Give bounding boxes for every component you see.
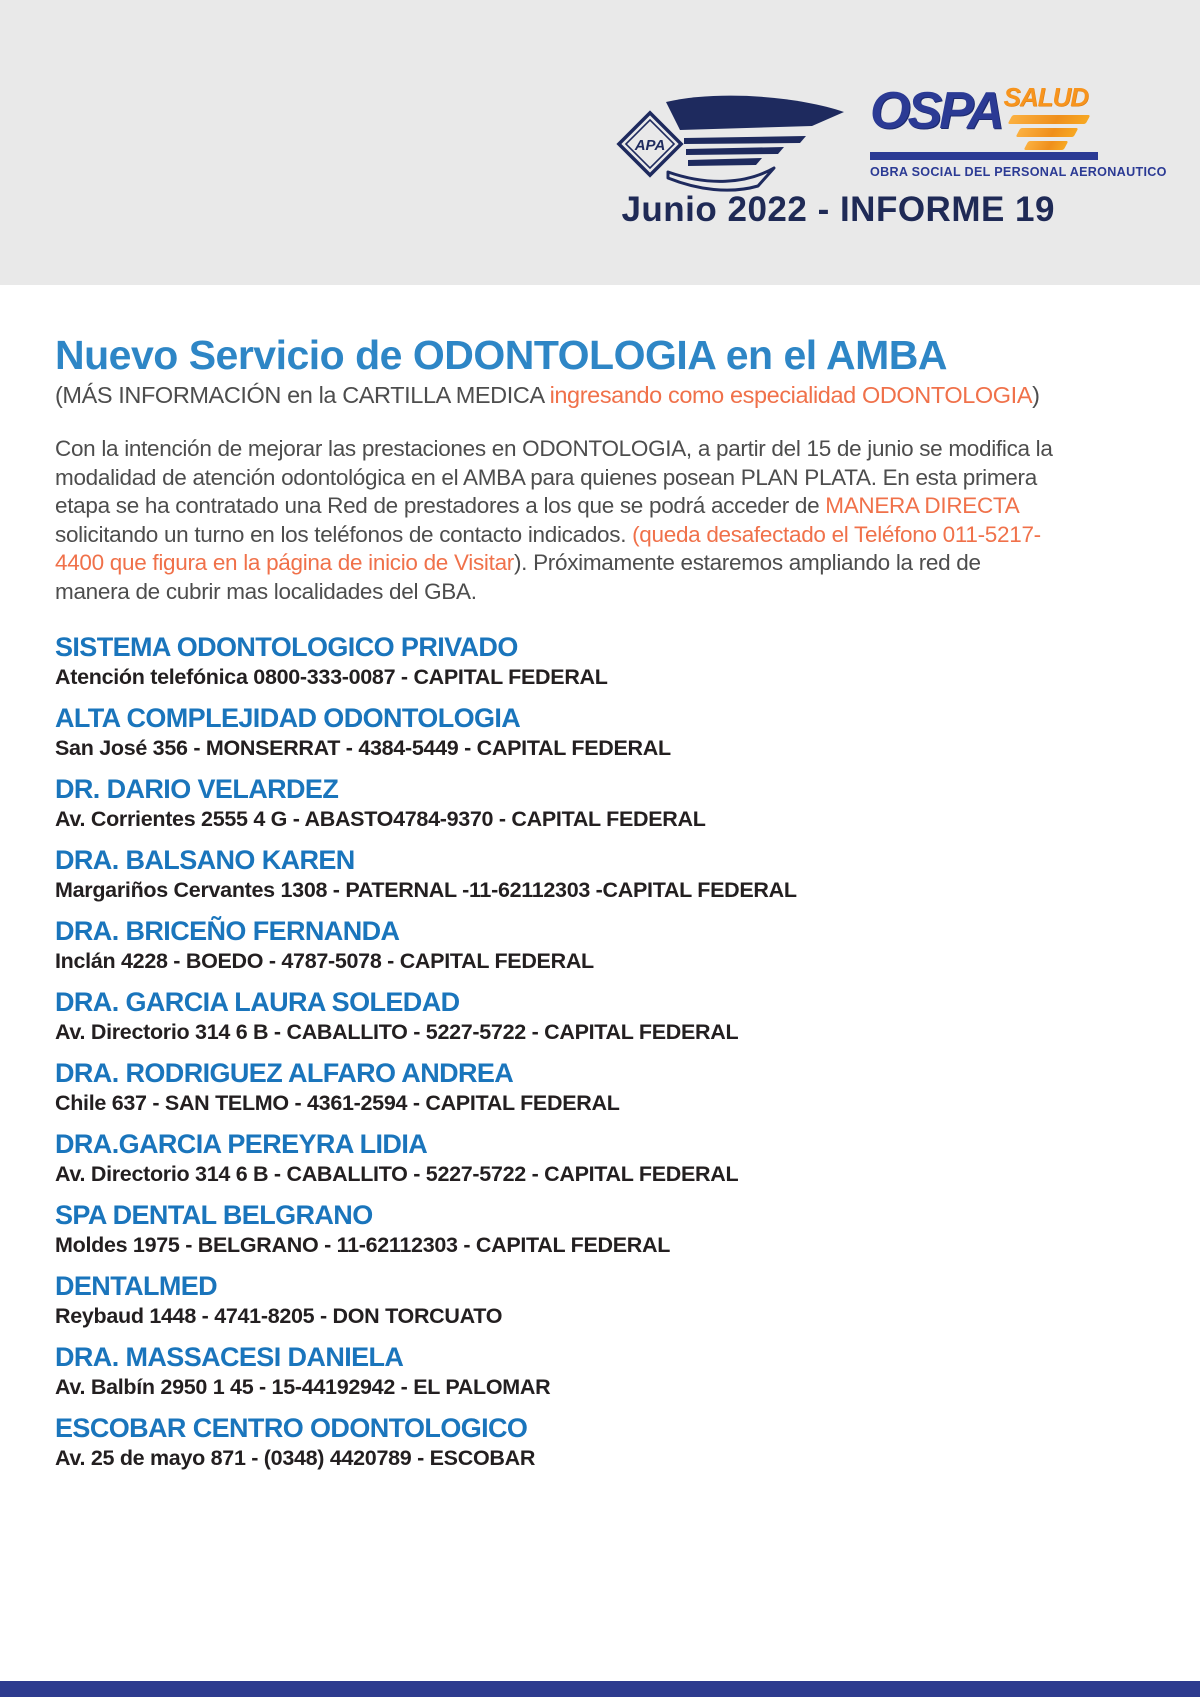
paragraph-segment: (queda desafectado el Teléfono 011-5217-4400 que figura en la página de inicio de Visitar bbox=[55, 521, 1041, 576]
provider-entry bbox=[55, 632, 1145, 690]
provider-detail: Chile 637 - SAN TELMO - 4361-2594 - CAPITAL FEDERAL bbox=[55, 1091, 620, 1116]
provider-name: DRA. GARCIA LAURA SOLEDAD bbox=[55, 987, 460, 1018]
provider-list bbox=[55, 632, 1145, 1471]
footer-bar bbox=[0, 1681, 1200, 1697]
provider-entry bbox=[55, 703, 1145, 761]
masthead bbox=[0, 0, 1200, 285]
provider-name: DRA. MASSACESI DANIELA bbox=[55, 1342, 404, 1373]
provider-entry bbox=[55, 1058, 1145, 1116]
subtitle bbox=[55, 382, 1145, 409]
subtitle-suffix: ) bbox=[1032, 382, 1040, 409]
provider-name: SISTEMA ODONTOLOGICO PRIVADO bbox=[55, 632, 518, 663]
logo-group bbox=[608, 82, 1167, 200]
provider-name: DRA.GARCIA PEREYRA LIDIA bbox=[55, 1129, 428, 1160]
provider-name: SPA DENTAL BELGRANO bbox=[55, 1200, 373, 1231]
issue-title: Junio 2022 - INFORME 19 bbox=[621, 190, 1055, 229]
provider-name: DR. DARIO VELARDEZ bbox=[55, 774, 339, 805]
salud-wordmark: SALUD bbox=[1003, 82, 1089, 112]
provider-detail: Moldes 1975 - BELGRANO - 11-62112303 - CAPITAL FEDERAL bbox=[55, 1233, 671, 1258]
intro-paragraph bbox=[55, 435, 1060, 606]
provider-detail: Av. Corrientes 2555 4 G - ABASTO4784-9370 - CAPITAL FEDERAL bbox=[55, 807, 706, 832]
paragraph-segment: Con la intención de mejorar las prestaciones en ODONTOLOGIA, a partir del 15 de junio se modifica la modalidad de atención odontológica en el AMBA para quienes posean PLAN PLATA. En esta primera etapa se ha contratado una Red de prestadores a los que se podrá acceder de bbox=[55, 436, 1053, 519]
provider-detail: Av. Balbín 2950 1 45 - 15-44192942 - EL PALOMAR bbox=[55, 1375, 551, 1400]
provider-entry bbox=[55, 1129, 1145, 1187]
ospa-wordmark: OSPA bbox=[870, 82, 1002, 140]
provider-detail: Reybaud 1448 - 4741-8205 - DON TORCUATO bbox=[55, 1304, 503, 1329]
ospa-underline-bar bbox=[870, 152, 1098, 160]
provider-name: DRA. BRICEÑO FERNANDA bbox=[55, 916, 400, 947]
subtitle-prefix: (MÁS INFORMACIÓN en la CARTILLA MEDICA bbox=[55, 382, 550, 409]
ospa-caption: OBRA SOCIAL DEL PERSONAL AERONAUTICO bbox=[870, 165, 1167, 179]
paragraph-segment: ). Próximamente estaremos ampliando la red de manera de cubrir mas localidades del GBA. bbox=[55, 550, 981, 604]
provider-detail: Atención telefónica 0800-333-0087 - CAPITAL FEDERAL bbox=[55, 665, 608, 690]
provider-entry bbox=[55, 1342, 1145, 1400]
provider-entry bbox=[55, 987, 1145, 1045]
provider-name: DRA. BALSANO KAREN bbox=[55, 845, 355, 876]
provider-detail: Av. 25 de mayo 871 - (0348) 4420789 - ESCOBAR bbox=[55, 1446, 536, 1471]
provider-name: DRA. RODRIGUEZ ALFARO ANDREA bbox=[55, 1058, 514, 1089]
provider-detail: Margariños Cervantes 1308 - PATERNAL -11-62112303 -CAPITAL FEDERAL bbox=[55, 878, 797, 903]
provider-name: ESCOBAR CENTRO ODONTOLOGICO bbox=[55, 1413, 528, 1444]
provider-entry bbox=[55, 1413, 1145, 1471]
article-body bbox=[0, 285, 1200, 1471]
provider-entry bbox=[55, 1271, 1145, 1329]
apa-wing-logo-icon bbox=[608, 82, 860, 200]
provider-detail: Av. Directorio 314 6 B - CABALLITO - 5227-5722 - CAPITAL FEDERAL bbox=[55, 1162, 739, 1187]
apa-monogram: APA bbox=[634, 137, 666, 154]
provider-entry bbox=[55, 916, 1145, 974]
provider-entry bbox=[55, 1200, 1145, 1258]
provider-detail: San José 356 - MONSERRAT - 4384-5449 - CAPITAL FEDERAL bbox=[55, 736, 671, 761]
subtitle-highlight: ingresando como especialidad ODONTOLOGIA bbox=[549, 382, 1033, 409]
provider-name: ALTA COMPLEJIDAD ODONTOLOGIA bbox=[55, 703, 521, 734]
ospa-salud-logo bbox=[870, 82, 1167, 179]
provider-entry bbox=[55, 774, 1145, 832]
provider-detail: Av. Directorio 314 6 B - CABALLITO - 5227-5722 - CAPITAL FEDERAL bbox=[55, 1020, 739, 1045]
provider-entry bbox=[55, 845, 1145, 903]
paragraph-segment: solicitando un turno en los teléfonos de contacto indicados. bbox=[55, 521, 633, 547]
page-title: Nuevo Servicio de ODONTOLOGIA en el AMBA bbox=[55, 332, 948, 378]
provider-name: DENTALMED bbox=[55, 1271, 218, 1302]
orange-wing-swoosh-icon bbox=[1004, 115, 1089, 150]
provider-detail: Inclán 4228 - BOEDO - 4787-5078 - CAPITAL FEDERAL bbox=[55, 949, 594, 974]
paragraph-segment: MANERA DIRECTA bbox=[825, 493, 1019, 519]
